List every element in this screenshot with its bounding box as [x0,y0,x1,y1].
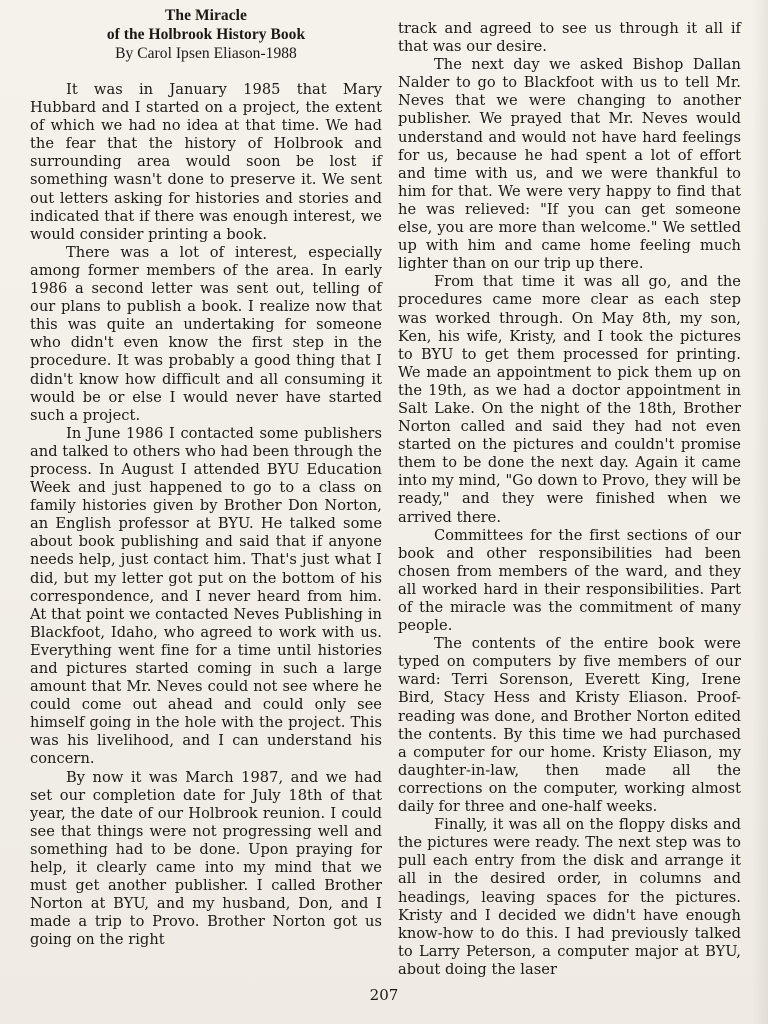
paragraph: It was in January 1985 that Mary Hubbard and I started on a project, the extent of which we had no idea at that time. We had the fear that the history of Holbrook and surrounding area would soon be lost if something wasn't done to preserve it. We sent out letters asking for histories and stories and indicated that if there was enough interest, we would consider printing a book. [30,81,382,243]
page-number: 207 [369,986,399,1004]
page-edge-shadow [752,0,768,1024]
paragraph: Finally, it was all on the floppy disks and the pictures were ready. The next step was to pull each entry from the disk and arrange it all in the desired order, in columns and headings, leaving spaces for the pictures. Kristy and I decided we didn't have enough know-how to do this. I had previously talked to Larry Peterson, a computer major at BYU, about doing the laser [398,816,741,978]
paragraph: The next day we asked Bishop Dallan Nalder to go to Blackfoot with us to tell Mr. Neves that we were changing to another publisher. We prayed that Mr. Neves would understand and would not have hard feelings for us, because he had spent a lot of effort and time with us, and we were thankful to him for that. We were very happy to find that he was relieved: "If you can get someone else, you are more than welcome." We settled up with him and came home feeling much lighter than on our trip up there. [398,56,741,273]
right-column [398,20,741,979]
paragraph-continued: track and agreed to see us through it all if that was our desire. [398,20,741,56]
article-byline: By Carol Ipsen Eliason-1988 [115,45,297,62]
article-title-line-1: The Miracle [165,7,247,24]
paragraph: The contents of the entire book were typed on computers by five members of our ward: Terri Sorenson, Everett King, Irene Bird, Stacy Hess and Kristy Eliason. Proof-reading was done, and Brother Norton edited the contents. By this time we had purchased a computer for our home. Kristy Eliason, my daughter-in-law, then made all the corrections on the computer, working almost daily for three and one-half weeks. [398,635,741,816]
paragraph: By now it was March 1987, and we had set our completion date for July 18th of that year, the date of our Holbrook reunion. I could see that things were not progressing well and something had to be done. Upon praying for help, it clearly came into my mind that we must get another publisher. I called Brother Norton at BYU, and my husband, Don, and I made a trip to Provo. Brother Norton got us going on the right [30,768,382,949]
paragraph: There was a lot of interest, especially among former members of the area. In early 1986 a second letter was sent out, telling of our plans to publish a book. I realize now that this was quite an undertaking for someone who didn't even know the first step in the procedure. It was probably a good thing that I didn't know how difficult and all consuming it would be or else I would never have started such a project. [30,243,382,424]
article-title-line-2: of the Holbrook History Book [106,26,306,43]
article-heading [30,6,382,63]
paragraph: Committees for the first sections of our book and other responsibilities had been chosen from members of the ward, and they all worked hard in their responsibilities. Part of the miracle was the commitment of many people. [398,526,741,635]
left-column [30,6,382,950]
paragraph: From that time it was all go, and the procedures came more clear as each step was worked through. On May 8th, my son, Ken, his wife, Kristy, and I took the pictures to BYU to get them processed for printing. We made an appointment to pick them up on the 19th, as we had a doctor appointment in Salt Lake. On the night of the 18th, Brother Norton called and said they had not even started on the pictures and couldn't promise them to be done the next day. Again it came into my mind, "Go down to Provo, they will be ready," and they were finished when we arrived there. [398,273,741,526]
paragraph: In June 1986 I contacted some publishers and talked to others who had been through the process. In August I attended BYU Education Week and just happened to go to a class on family histories given by Brother Don Norton, an English professor at BYU. He talked some about book publishing and said that if anyone needs help, just contact him. That's just what I did, but my letter got put on the bottom of his correspondence, and I never heard from him. At that point we contacted Neves Publishing in Blackfoot, Idaho, who agreed to work with us. Everything went fine for a time until histories and pictures started coming in such a large amount that Mr. Neves could not see where he could come out ahead and could only see himself going in the hole with the project. This was his livelihood, and I can understand his concern. [30,424,382,768]
